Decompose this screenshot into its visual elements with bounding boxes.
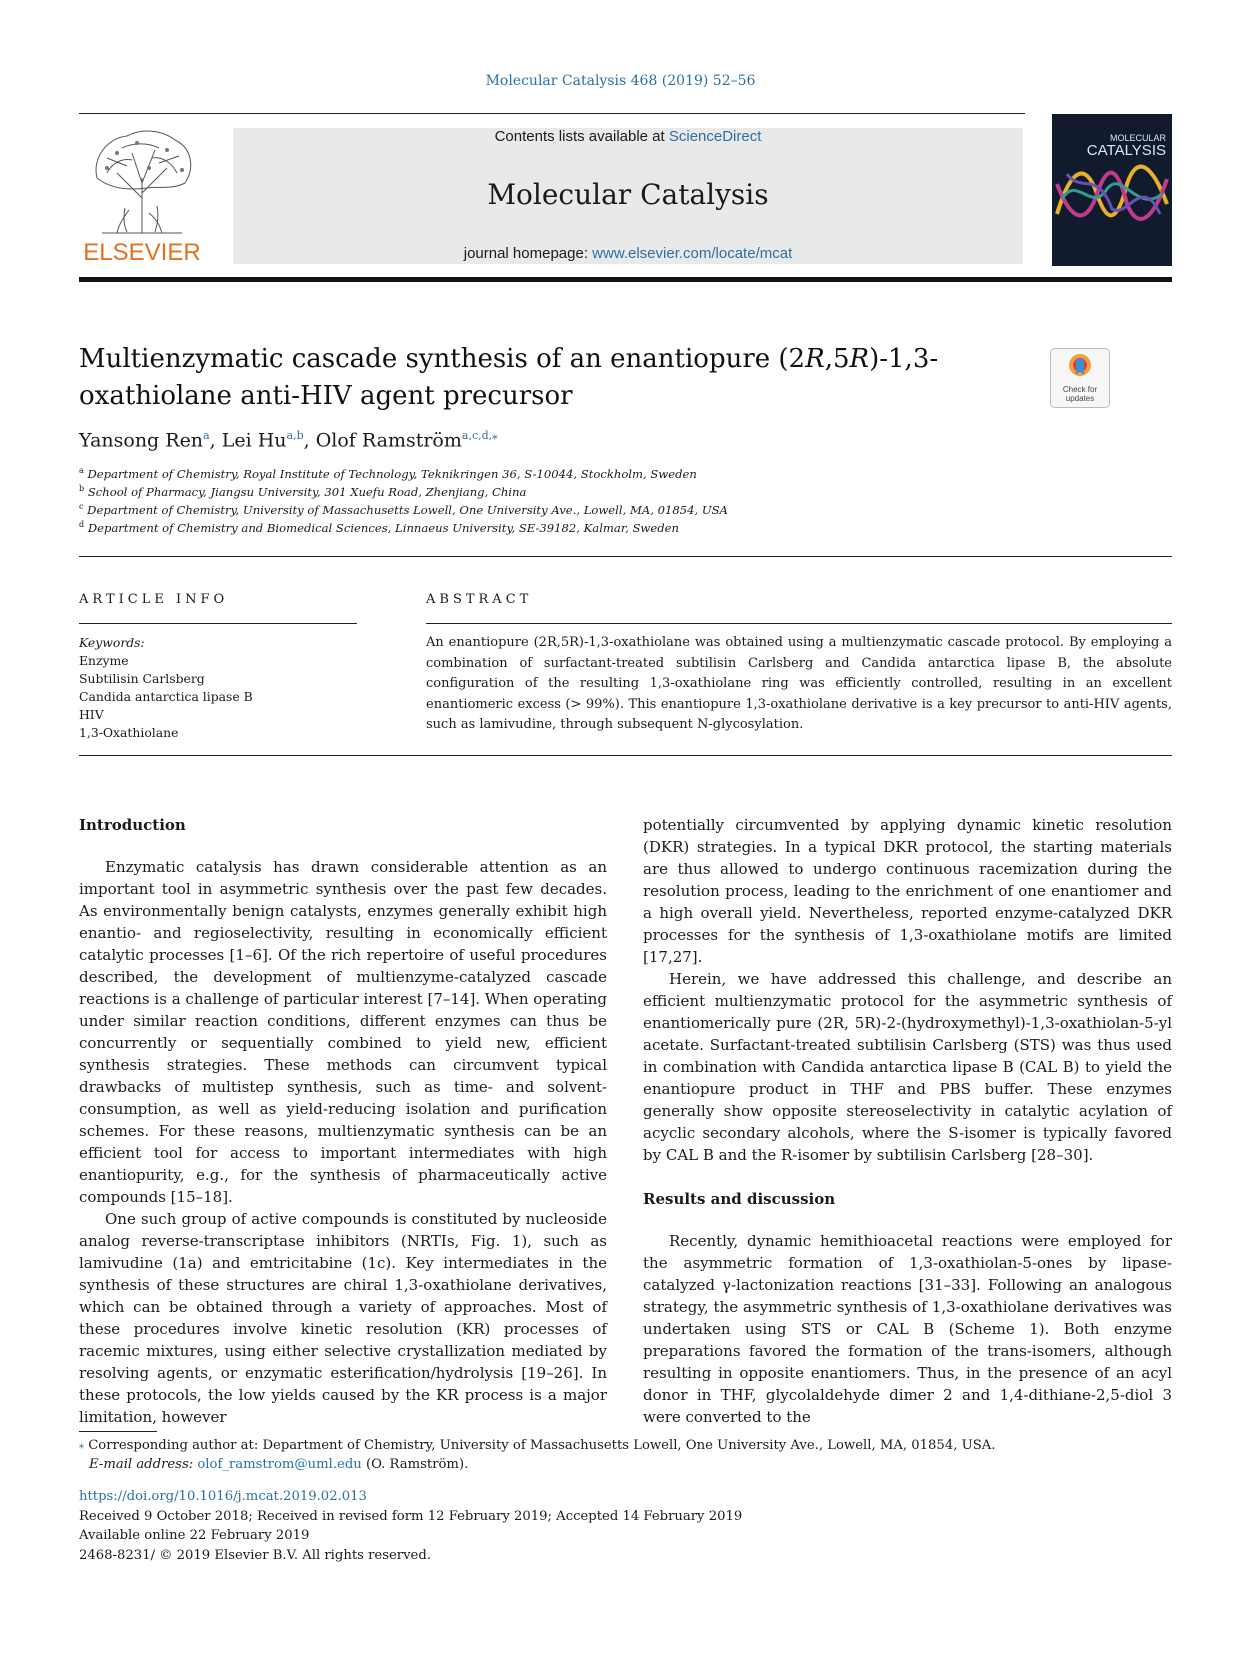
- body-paragraph: Recently, dynamic hemithioacetal reactions were employed for the asymmetric formation of 1,3-oxathiolan-5-ones by lipase-catalyzed γ-lactonization reactions [31–33]. Following an analogous strategy, the asymmetric synthesis of 1,3-oxathiolane derivatives was undertaken using STS or CAL B (Scheme 1). Both enzyme preparations favored the formation of the trans-isomers, although resulting in opposite enantiomers. Thus, in the presence of an acyl donor in THF, glycolaldehyde dimer 2 and 1,4-dithiane-2,5-diol 3 were converted to the: [643, 1232, 1172, 1426]
- email-line: [79, 1455, 1079, 1474]
- cover-artwork: [1052, 154, 1172, 234]
- article-metadata: [79, 1487, 742, 1565]
- homepage-prefix: journal homepage:: [463, 245, 593, 262]
- section-heading-introduction: Introduction: [79, 816, 186, 834]
- keyword-item[interactable]: HIV: [79, 707, 104, 722]
- abstract-bottom-rule: [79, 755, 1172, 756]
- homepage-line: [233, 245, 1023, 262]
- email-label: E-mail address:: [89, 1457, 198, 1472]
- article-title: Multienzymatic cascade synthesis of an enantiopure (2R,5R)-1,3- oxathiolane anti-HIV agent precursor: [79, 344, 939, 411]
- body-column-right: [643, 814, 1172, 1428]
- keyword-item[interactable]: Candida antarctica lipase B: [79, 689, 253, 704]
- footnote-line: [79, 1436, 1079, 1455]
- author-affiliation-marker[interactable]: a,c,d,⁎: [461, 429, 498, 442]
- affiliation-c: $^c$ Department of Chemistry, University of Massachusetts Lowell, One University Ave., Lowell, MA, 01854, USA: [79, 502, 728, 517]
- publisher-wordmark: ELSEVIER: [83, 239, 201, 266]
- elsevier-tree-icon: [87, 128, 197, 236]
- keyword-item[interactable]: Subtilisin Carlsberg: [79, 671, 205, 686]
- journal-name: Molecular Catalysis: [487, 178, 769, 211]
- abstract-heading: ABSTRACT: [426, 592, 533, 607]
- journal-cover-image[interactable]: [1052, 114, 1172, 266]
- author-name[interactable]: Yansong Ren: [79, 429, 204, 452]
- bookmark-icon: [1068, 353, 1092, 383]
- footnote-rule: [79, 1431, 157, 1432]
- author-name[interactable]: Olof Ramström: [315, 429, 462, 452]
- contents-prefix: Contents lists available at: [494, 128, 669, 145]
- header-rule: [79, 113, 1025, 114]
- header-thick-rule: [79, 277, 1172, 282]
- cover-title-line1: MOLECULAR: [1109, 133, 1166, 143]
- article-info-heading: ARTICLE INFO: [79, 592, 229, 607]
- article-info-rule: [79, 623, 357, 624]
- body-paragraph: Enzymatic catalysis has drawn considerable attention as an important tool in asymmetric synthesis over the past few decades. As environmentally benign catalysts, enzymes generally exhibit high enantio- and regioselectivity, resulting in economically efficient catalytic processes [1–6]. Of the rich repertoire of useful procedures described, the development of multienzyme-catalyzed cascade reactions is a challenge of particular interest [7–14]. When operating under similar reaction conditions, different enzymes can thus be concurrently or sequentially combined to yield new, efficient synthesis strategies. These methods can circumvent typical drawbacks of multistep synthesis, such as time- and solvent-consumption, as well as yield-reducing isolation and purification schemes. For these reasons, multienzymatic synthesis can be an efficient tool for access to important intermediates with high enantiopurity, e.g., for the synthesis of pharmaceutically active compounds [15–18].: [79, 858, 607, 1206]
- keywords-block: [79, 634, 253, 742]
- author-name[interactable]: Lei Hu: [221, 429, 287, 452]
- author-affiliation-marker[interactable]: a: [203, 429, 210, 442]
- footnote-marker: ⁎: [79, 1440, 84, 1451]
- author-separator: ,: [209, 429, 222, 452]
- author-separator: ,: [303, 429, 316, 452]
- journal-homepage-link[interactable]: www.elsevier.com/locate/mcat: [592, 245, 793, 262]
- section-heading-results: Results and discussion: [643, 1190, 836, 1208]
- abstract-text: An enantiopure (2R,5R)-1,3-oxathiolane was obtained using a multienzymatic cascade protocol. By employing a combination of surfactant-treated subtilisin Carlsberg and Candida antarctica lipase B, the absolute configuration of the resulting 1,3-oxathiolane ring was efficiently controlled, resulting in an excellent enantiomeric excess (> 99%). This enantiopure 1,3-oxathiolane derivative is a key precursor to anti-HIV agents, such as lamivudine, through subsequent N-glycosylation.: [426, 635, 1172, 732]
- body-paragraph: Herein, we have addressed this challenge, and describe an efficient multienzymatic protocol for the asymmetric synthesis of enantiomerically pure (2R, 5R)-2-(hydroxymethyl)-1,3-oxathiolan-5-yl acetate. Surfactant-treated subtilisin Carlsberg (STS) was thus used in combination with Candida antarctica lipase B (CAL B) to yield the enantiopure product in THF and PBS buffer. These enzymes generally show opposite stereoselectivity in catalytic acylation of acyclic secondary alcohols, where the S-isomer is typically favored by CAL B and the R-isomer by subtilisin Carlsberg [28–30].: [643, 970, 1172, 1164]
- body-paragraph: potentially circumvented by applying dynamic kinetic resolution (DKR) strategies. In a typical DKR protocol, the starting materials are thus allowed to undergo continuous racemization during the resolution process, leading to the enrichment of one enantiomer and a high overall yield. Nevertheless, reported enzyme-catalyzed DKR processes for the synthesis of 1,3-oxathiolane motifs are limited [17,27].: [643, 816, 1172, 966]
- cover-title-line2: CATALYSIS: [1086, 142, 1166, 159]
- check-for-updates-badge[interactable]: [1050, 348, 1110, 408]
- email-suffix: (O. Ramström).: [361, 1457, 469, 1472]
- available-online: Available online 22 February 2019: [79, 1528, 310, 1543]
- publisher-logo: [79, 126, 205, 266]
- email-link[interactable]: olof_ramstrom@uml.edu: [197, 1457, 362, 1472]
- affiliation-b: $^b$ School of Pharmacy, Jiangsu University, 301 Xuefu Road, Zhenjiang, China: [79, 484, 527, 499]
- affiliation-rule: [79, 556, 1172, 557]
- keywords-label: Keywords:: [79, 635, 145, 650]
- corresponding-author-footnote: [79, 1436, 1079, 1474]
- sciencedirect-link[interactable]: ScienceDirect: [668, 128, 762, 145]
- footnote-text: Corresponding author at: Department of Chemistry, University of Massachusetts Lowell, One University Ave., Lowell, MA, 01854, USA.: [88, 1438, 996, 1453]
- keyword-item[interactable]: 1,3-Oxathiolane: [79, 725, 179, 740]
- copyright: 2468-8231/ © 2019 Elsevier B.V. All rights reserved.: [79, 1547, 431, 1563]
- received-dates: Received 9 October 2018; Received in revised form 12 February 2019; Accepted 14 February 2019: [79, 1508, 743, 1524]
- abstract-rule: [426, 623, 1172, 624]
- author-affiliation-marker[interactable]: a,b: [286, 429, 304, 442]
- keyword-item[interactable]: Enzyme: [79, 653, 129, 668]
- badge-label: Check for updates: [1062, 385, 1098, 403]
- journal-header-box: [233, 128, 1023, 264]
- affiliation-d: $^d$ Department of Chemistry and Biomedical Sciences, Linnaeus University, SE-39182, Kalmar, Sweden: [79, 520, 679, 535]
- doi-link[interactable]: https://doi.org/10.1016/j.mcat.2019.02.013: [79, 1489, 367, 1504]
- author-list: [79, 429, 498, 451]
- body-column-left: [79, 814, 607, 1428]
- body-paragraph: One such group of active compounds is constituted by nucleoside analog reverse-transcriptase inhibitors (NRTIs, Fig. 1), such as lamivudine (1a) and emtricitabine (1c). Key intermediates in the synthesis of these structures are chiral 1,3-oxathiolane derivatives, which can be obtained through a variety of approaches. Most of these procedures involve kinetic resolution (KR) processes of racemic mixtures, using either selective crystallization mediated by resolving agents, or enzymatic esterification/hydrolysis [19–26]. In these protocols, the low yields caused by the KR process is a major limitation, however: [79, 1210, 607, 1426]
- contents-line: [233, 128, 1023, 145]
- journal-citation-link[interactable]: Molecular Catalysis 468 (2019) 52–56: [485, 73, 756, 89]
- affiliation-a: $^a$ Department of Chemistry, Royal Institute of Technology, Teknikringen 36, S-10044, Stockholm, Sweden: [79, 466, 697, 481]
